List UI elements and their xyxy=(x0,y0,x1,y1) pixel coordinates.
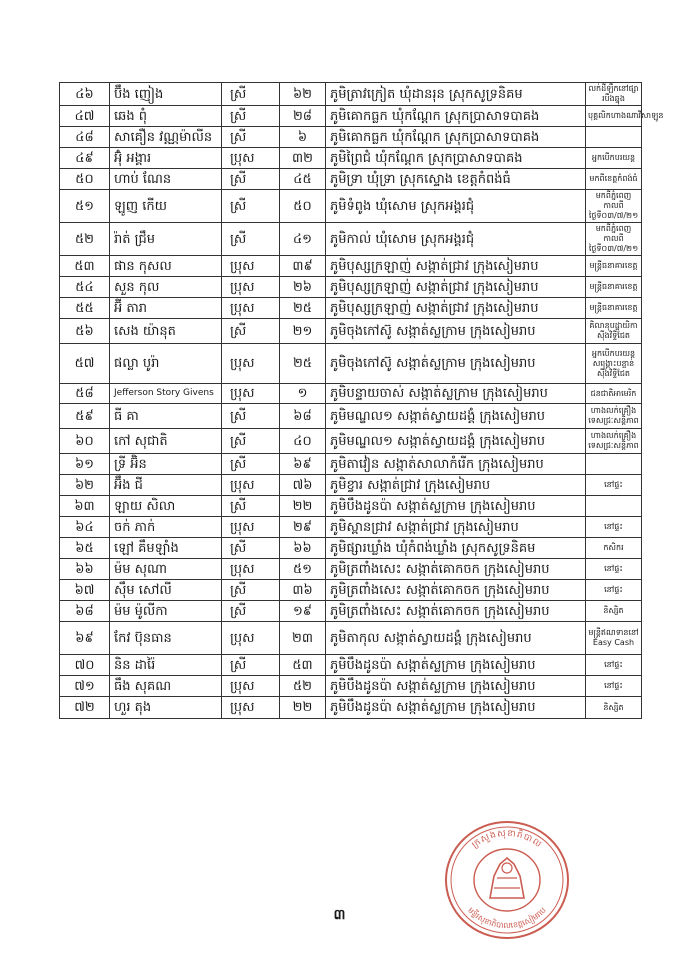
person-sex: ប្រុស xyxy=(222,148,280,169)
table-row xyxy=(60,429,642,454)
person-name: ឆេង ពុំ xyxy=(110,106,222,127)
table-row xyxy=(60,83,642,106)
person-sex: ស្រី xyxy=(222,655,280,676)
person-sex: ស្រី xyxy=(222,580,280,601)
person-name: អ៊ុំ អង្គារ xyxy=(110,148,222,169)
person-note: មន្ត្រីធនាគារខេត្ត xyxy=(586,277,642,298)
person-age: ៦៦ xyxy=(280,538,326,559)
row-number: ៥៧ xyxy=(60,344,110,384)
person-address: ភូមិចុងកៅស៊ូ សង្កាត់ស្លក្រាម ក្រុងសៀមរាប xyxy=(326,344,586,384)
person-note: មកពីខេត្តកំពង់ធំ xyxy=(586,169,642,190)
person-name: ធឹង សុគណ xyxy=(110,676,222,697)
person-sex: ស្រី xyxy=(222,601,280,622)
person-name: ផាន កុសល xyxy=(110,256,222,277)
person-age: ៧៦ xyxy=(280,475,326,496)
person-age: ៦៩ xyxy=(280,454,326,475)
table-row xyxy=(60,277,642,298)
person-note: នៅផ្ទះ xyxy=(586,580,642,601)
person-sex: ប្រុស xyxy=(222,697,280,719)
person-name: ស៊ឹម សៅលី xyxy=(110,580,222,601)
person-name: Jefferson Story Givens xyxy=(110,384,222,404)
person-note: នៅផ្ទះ xyxy=(586,655,642,676)
person-address: ភូមិបុស្សក្រឡាញ់ សង្កាត់ជ្រាវ ក្រុងសៀមរាប xyxy=(326,298,586,319)
person-age: ៦៨ xyxy=(280,404,326,429)
row-number: ៧២ xyxy=(60,697,110,719)
person-note: ហាងលក់គ្រឿងទេសជ្រៈសន្តិភាព xyxy=(586,429,642,454)
row-number: ៦៣ xyxy=(60,496,110,517)
table-row xyxy=(60,517,642,538)
row-number: ៦៥ xyxy=(60,538,110,559)
person-age: ៥៣ xyxy=(280,655,326,676)
person-age: ២៦ xyxy=(280,277,326,298)
person-address: ភូមិព្រៃជំ ឃុំកណ្ដែក ស្រុកប្រាសាទបាគង xyxy=(326,148,586,169)
person-note: និស្សិត xyxy=(586,601,642,622)
person-note: ហាងលក់គ្រឿងទេសជ្រៈសន្តិភាព xyxy=(586,404,642,429)
table-row xyxy=(60,404,642,429)
person-name: សាគឿន វណ្ណម៉ាលីន xyxy=(110,127,222,148)
person-sex: ស្រី xyxy=(222,319,280,344)
person-age: ២៨ xyxy=(280,106,326,127)
person-age: ៣២ xyxy=(280,148,326,169)
person-address: ភូមិតាវៀន សង្កាត់សាលាកំរើក ក្រុងសៀមរាប xyxy=(326,454,586,475)
person-note: លក់ដីឡឹកនៅផ្សារបឹងឆ្នុង xyxy=(586,83,642,106)
person-address: ភូមិតាកុល សង្កាត់ស្វាយដង្គំ ក្រុងសៀមរាប xyxy=(326,622,586,655)
person-note: នៅផ្ទះ xyxy=(586,676,642,697)
person-sex: ស្រី xyxy=(222,538,280,559)
table-row xyxy=(60,697,642,719)
row-number: ៤៧ xyxy=(60,106,110,127)
person-age: ២២ xyxy=(280,697,326,719)
person-sex: ប្រុស xyxy=(222,344,280,384)
person-name: រ៉ាត់ ជ្រឹម xyxy=(110,223,222,256)
person-age: ៤១ xyxy=(280,223,326,256)
person-age: ៤៥ xyxy=(280,169,326,190)
table-row xyxy=(60,148,642,169)
person-sex: ស្រី xyxy=(222,496,280,517)
row-number: ៦៧ xyxy=(60,580,110,601)
row-number: ៦៤ xyxy=(60,517,110,538)
person-name: ម៉ម ម៉ូលីកា xyxy=(110,601,222,622)
person-note: មន្ត្រីធនាគារខេត្ត xyxy=(586,298,642,319)
person-name: អ៊ឹង ជី xyxy=(110,475,222,496)
person-sex: ស្រី xyxy=(222,83,280,106)
person-address: ភូមិបឹងដូនប៉ា សង្កាត់ស្លក្រាម ក្រុងសៀមរាប xyxy=(326,496,586,517)
row-number: ៥៤ xyxy=(60,277,110,298)
person-name: សួន កុល xyxy=(110,277,222,298)
person-age: ៦ xyxy=(280,127,326,148)
person-note: មកពីភ្នំពេញ កាលពីថ្ងៃទី០៣/៧/២១ xyxy=(586,223,642,256)
person-age: ៥២ xyxy=(280,676,326,697)
person-sex: ប្រុស xyxy=(222,277,280,298)
person-address: ភូមិកាល់ ឃុំសោម ស្រុកអង្គរជុំ xyxy=(326,223,586,256)
person-address: ភូមិបុស្សក្រឡាញ់ សង្កាត់ជ្រាវ ក្រុងសៀមរាប xyxy=(326,256,586,277)
row-number: ៦៦ xyxy=(60,559,110,580)
person-sex: ប្រុស xyxy=(222,676,280,697)
table-row xyxy=(60,127,642,148)
person-age: ២៥ xyxy=(280,344,326,384)
person-note xyxy=(586,496,642,517)
person-sex: ប្រុស xyxy=(222,517,280,538)
person-address: ភូមិស្ពានជ្រាវ សង្កាត់ជ្រាវ ក្រុងសៀមរាប xyxy=(326,517,586,538)
person-sex: ប្រុស xyxy=(222,475,280,496)
svg-text:ក្រសួងសុខាភិបាល xyxy=(470,828,543,850)
person-address: ភូមិមណ្ឌល១ សង្កាត់ស្វាយដង្គំ ក្រុងសៀមរាប xyxy=(326,404,586,429)
person-age: ៦២ xyxy=(280,83,326,106)
person-age: ២១ xyxy=(280,319,326,344)
table-row xyxy=(60,622,642,655)
person-address: ភូមិគោកធ្លក ឃុំកណ្ដែក ស្រុកប្រាសាទបាគង xyxy=(326,127,586,148)
person-address: ភូមិផ្សារឃ្លាំង ឃុំកំពង់ឃ្លាំង ស្រុកសូទ្រនិគម xyxy=(326,538,586,559)
row-number: ៥៦ xyxy=(60,319,110,344)
table-row xyxy=(60,475,642,496)
row-number: ៤៨ xyxy=(60,127,110,148)
person-name: ឡូញ កើយ xyxy=(110,190,222,223)
row-number: ៥៨ xyxy=(60,384,110,404)
person-age: ២២ xyxy=(280,496,326,517)
person-name: ទ្រី អ៊ិន xyxy=(110,454,222,475)
table-row xyxy=(60,538,642,559)
row-number: ៦១ xyxy=(60,454,110,475)
svg-text:មន្ទីរសុខាភិបាលខេត្តសៀមរាប xyxy=(466,906,548,930)
table-row xyxy=(60,319,642,344)
person-sex: ស្រី xyxy=(222,127,280,148)
table-row xyxy=(60,223,642,256)
person-name: ហាប់ ណែន xyxy=(110,169,222,190)
row-number: ៧១ xyxy=(60,676,110,697)
row-number: ៦៨ xyxy=(60,601,110,622)
person-note: នៅផ្ទះ xyxy=(586,517,642,538)
person-sex: ស្រី xyxy=(222,223,280,256)
row-number: ៥២ xyxy=(60,223,110,256)
person-name: ប៊ឹង ញៀង xyxy=(110,83,222,106)
person-age: ១៩ xyxy=(280,601,326,622)
person-name: ធី គា xyxy=(110,404,222,429)
person-age: ២៣ xyxy=(280,622,326,655)
page-number: ៣ xyxy=(333,907,346,923)
person-address: ភូមិត្រាវក្រៀត ឃុំដានរុន ស្រុកសូទ្រនិគម xyxy=(326,83,586,106)
person-sex: ស្រី xyxy=(222,169,280,190)
row-number: ៥០ xyxy=(60,169,110,190)
row-number: ៥១ xyxy=(60,190,110,223)
row-number: ៦០ xyxy=(60,429,110,454)
row-number: ៤៩ xyxy=(60,148,110,169)
person-note: អ្នកបើកបរយន្តសង្គ្រោះបន្ទាន់ស៊ីងវិទ្ទីជែត xyxy=(586,344,642,384)
table-row xyxy=(60,106,642,127)
row-number: ៧០ xyxy=(60,655,110,676)
person-note: អ្នកបើកបរយន្ដ xyxy=(586,148,642,169)
person-sex: ប្រុស xyxy=(222,298,280,319)
person-address: ភូមិមណ្ឌល១ សង្កាត់ស្វាយដង្គំ ក្រុងសៀមរាប xyxy=(326,429,586,454)
row-number: ៤៦ xyxy=(60,83,110,106)
person-name: ហួរ តុង xyxy=(110,697,222,719)
row-number: ៥៩ xyxy=(60,404,110,429)
person-name: កៅ សុជាតិ xyxy=(110,429,222,454)
person-name: និន ដារ៉ៃ xyxy=(110,655,222,676)
person-age: ៣៩ xyxy=(280,256,326,277)
person-age: ៤០ xyxy=(280,429,326,454)
person-name: សេង យ៉ានុត xyxy=(110,319,222,344)
person-note: គិលានុបដ្ឋាយិកាស៊ីងវិទ្ទីជែត xyxy=(586,319,642,344)
row-number: ៦៩ xyxy=(60,622,110,655)
person-note: មកពីភ្នំពេញ កាលពីថ្ងៃទី០៣/៧/២១ xyxy=(586,190,642,223)
person-address: ភូមិខ្វារ សង្កាត់ជ្រាវ ក្រុងសៀមរាប xyxy=(326,475,586,496)
table-row xyxy=(60,298,642,319)
person-address: ភូមិគោកធ្លក ឃុំកណ្ដែក ស្រុកប្រាសាទបាគង xyxy=(326,106,586,127)
seal-bottom-text: មន្ទីរសុខាភិបាលខេត្តសៀមរាប xyxy=(466,905,548,931)
person-age: ១ xyxy=(280,384,326,404)
table-row xyxy=(60,559,642,580)
person-sex: ស្រី xyxy=(222,454,280,475)
person-name: ចក់ ភាក់ xyxy=(110,517,222,538)
table-row xyxy=(60,655,642,676)
table-row xyxy=(60,454,642,475)
seal-top-text: ក្រសួងសុខាភិបាល xyxy=(470,828,544,851)
person-address: ភូមិចុងកៅស៊ូ សង្កាត់ស្លក្រាម ក្រុងសៀមរាប xyxy=(326,319,586,344)
official-seal xyxy=(442,818,572,942)
person-address: ភូមិបឹងដូនប៉ា សង្កាត់ស្លក្រាម ក្រុងសៀមរាប xyxy=(326,655,586,676)
person-age: ២៥ xyxy=(280,298,326,319)
person-note xyxy=(586,454,642,475)
person-address: ភូមិបន្ទាយចាស់ សង្កាត់ស្លក្រាម ក្រុងសៀមរាប xyxy=(326,384,586,404)
person-name: អ៊ី តារា xyxy=(110,298,222,319)
person-note: បុគ្គលិកហាងណាវីសាឡូន xyxy=(586,106,642,127)
person-name: ម៉ម សុណា xyxy=(110,559,222,580)
person-address: ភូមិត្រពាំងសេះ សង្កាត់គោកចក ក្រុងសៀមរាប xyxy=(326,559,586,580)
person-sex: ស្រី xyxy=(222,190,280,223)
person-address: ភូមិត្រពាំងសេះ សង្កាត់គោកចក ក្រុងសៀមរាប xyxy=(326,580,586,601)
person-name: ឡៅ គឹមឡាំង xyxy=(110,538,222,559)
person-name: ផល្លា បូរ៉ា xyxy=(110,344,222,384)
table-row xyxy=(60,496,642,517)
person-sex: ស្រី xyxy=(222,106,280,127)
patient-table-body xyxy=(60,83,664,719)
table-row xyxy=(60,676,642,697)
person-address: ភូមិទ្រា ឃុំទ្រា ស្រុកស្ទោង ខេត្តកំពង់ធំ xyxy=(326,169,586,190)
table-row xyxy=(60,256,642,277)
table-row xyxy=(60,384,642,404)
patient-table xyxy=(59,82,664,719)
table-row xyxy=(60,169,642,190)
person-sex: ប្រុស xyxy=(222,559,280,580)
person-sex: ប្រុស xyxy=(222,384,280,404)
person-sex: ស្រី xyxy=(222,429,280,454)
person-name: ឡាយ សិលា xyxy=(110,496,222,517)
person-note xyxy=(586,127,642,148)
person-note: កសិករ xyxy=(586,538,642,559)
person-age: ៥១ xyxy=(280,559,326,580)
person-name: កែវ ប៊ុនធាន xyxy=(110,622,222,655)
person-address: ភូមិត្រពាំងសេះ សង្កាត់គោកចក ក្រុងសៀមរាប xyxy=(326,601,586,622)
person-age: ២៩ xyxy=(280,517,326,538)
person-sex: ស្រី xyxy=(222,404,280,429)
person-note: នៅផ្ទះ xyxy=(586,559,642,580)
person-note: នៅផ្ទះ xyxy=(586,475,642,496)
person-address: ភូមិបឹងដូនប៉ា សង្កាត់ស្លក្រាម ក្រុងសៀមរាប xyxy=(326,697,586,719)
person-age: ៣៦ xyxy=(280,580,326,601)
table-row xyxy=(60,344,642,384)
person-address: ភូមិបឹងដូនប៉ា សង្កាត់ស្លក្រាម ក្រុងសៀមរាប xyxy=(326,676,586,697)
table-row xyxy=(60,190,642,223)
person-note: និស្សិត xyxy=(586,697,642,719)
person-note: មន្ត្រីឥណទាននៅ Easy Cash xyxy=(586,622,642,655)
table-row xyxy=(60,580,642,601)
row-number: ៥៥ xyxy=(60,298,110,319)
person-note: មន្ត្រីធនាគារខេត្ត xyxy=(586,256,642,277)
person-address: ភូមិទំពូង ឃុំសោម ស្រុកអង្គរជុំ xyxy=(326,190,586,223)
row-number: ៦២ xyxy=(60,475,110,496)
person-note: ជនជាតិអាមេរិក xyxy=(586,384,642,404)
person-sex: ប្រុស xyxy=(222,256,280,277)
person-sex: ប្រុស xyxy=(222,622,280,655)
table-row xyxy=(60,601,642,622)
person-age: ៥០ xyxy=(280,190,326,223)
person-address: ភូមិបុស្សក្រឡាញ់ សង្កាត់ជ្រាវ ក្រុងសៀមរាប xyxy=(326,277,586,298)
row-number: ៥៣ xyxy=(60,256,110,277)
